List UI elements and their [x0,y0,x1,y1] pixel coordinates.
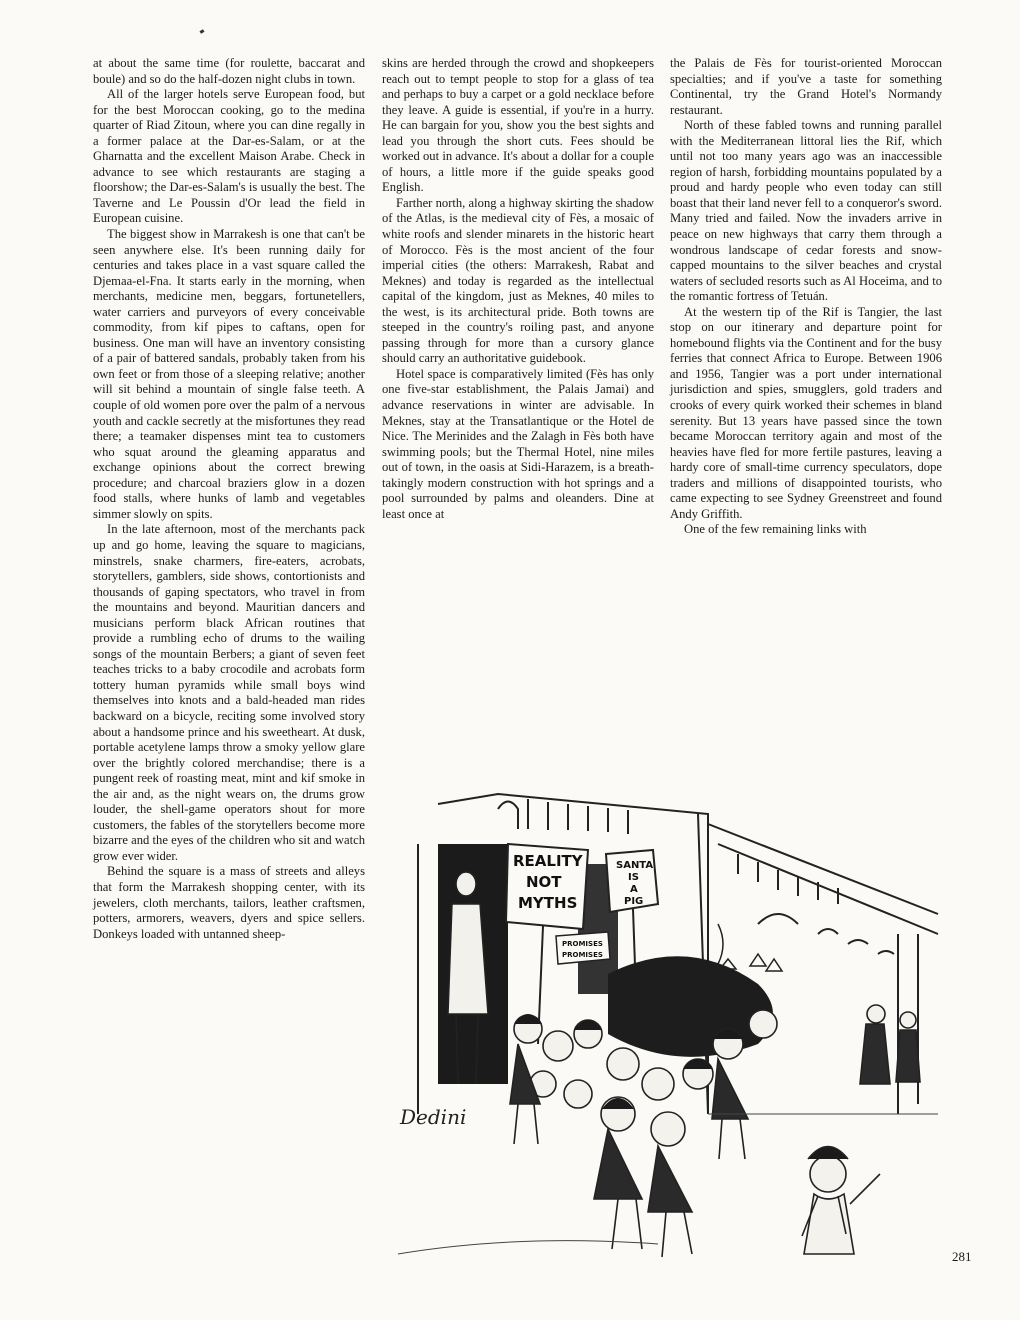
sign-santa-line1: SANTA [616,860,654,871]
paragraph: Hotel space is comparatively limited (Fès has only one five-star establishment, the Palais Jamai) and advance reservations in winter are advisable. In Meknes, stay at the Transatlantique or the Hotel de Nice. The Merinides and the Zalagh in Fès both have swimming pools; but the Thermal Hotel, nine miles out of town, in the oasis at Sidi-Harazem, is a breath-takingly modern construction with hot springs and a pool surrounded by palms and oleanders. Dine at least once at [382,366,654,521]
sign-santa-line3: A [630,884,638,895]
paragraph: the Palais de Fès for tourist-oriented Moroccan specialties; and if you've a taste for something Continental, try the Grand Hotel's Normandy restaurant. [670,56,942,117]
bystanders [860,1005,920,1084]
paragraph: skins are herded through the crowd and shopkeepers reach out to tempt people to stop for a glass of tea and perhaps to buy a carpet or a gold necklace before they leave. A guide is essential, if you're in a hurry. He can bargain for you, show you the best sights and lead you through the short cuts. Fees should be worked out in advance. It's about a dollar for a couple of hours, a little more if the guide speaks good English. [382,56,654,195]
sign-promises-line2: PROMISES [562,951,603,959]
paragraph: One of the few remaining links with [684,522,867,537]
sign-reality-line2: NOT [526,873,562,891]
artist-signature: Dedini [400,1105,467,1129]
page-number: 281 [952,1249,972,1264]
paragraph: Farther north, along a highway skirting the shadow of the Atlas, is the medieval city of Fès, a mosaic of white roofs and slender minarets in the historic heart of Morocco. Fès is the most ancient of the four imperial cities (the others: Marrakesh, Rabat and Meknes) and today is regarded as the intellectual capital of the kingdom, just as Meknes, 40 miles to the west, is its architectural pride. Both towns are steeped in the country's roiling past, and anyone passing through for more than a cursory glance should carry an authoritative guidebook. [382,195,654,366]
text-column-2 [382,56,654,522]
text-column-3 [670,56,942,538]
paragraph: At the western tip of the Rif is Tangier, the last stop on our itinerary and departure point for homebound flights via the Continent and for the busy ferries that connect Africa to Europe. Between 1906 and 1956, Tangier was a port under international jurisdiction and spies, smugglers, gold traders and crooks of every quirk worked their schemes in bland serenity. But 13 years have passed since the town became Moroccan territory again and most of the heavies have fled for more fertile pastures, leaving a hardy core of small-time currency speculators, dope traders and millions of disappointed tourists, who came expecting to see Sydney Greenstreet and found Andy Griffith. [670,304,942,521]
child-with-scarf [802,1147,880,1255]
santa-sack [608,956,773,1057]
sign-promises-line1: PROMISES [562,940,603,948]
paragraph: North of these fabled towns and running parallel with the Mediterranean littoral lies the Rif, which until not too many years ago was an inaccessible region of harsh, forbidding mountains populated by a proud and hardy people who even today can still boast that their land never fell to a conqueror's sword. Many tried and failed. Now the invaders arrive in peace on new highways that carry them through a wondrous landscape of cedar forests and snow-capped mountains to the silver beaches and crystal waters of secluded resorts such as Al Hoceima, and to the romantic fortress of Tetuán. [670,118,942,304]
protest-sign-promises [556,932,610,964]
sign-santa-line2: IS [628,872,639,883]
stray-mark [200,29,205,34]
sign-reality-line1: REALITY [513,852,583,870]
paragraph: All of the larger hotels serve European food, but for the best Moroccan cooking, go to the medina quarter of Riad Zitoun, where you can dine regally in a former palace at the Dar-es-Salam, or at the Gharnatta and the excellent Maison Arabe. Check in advance to see which restaurants are staging a floorshow; the Dar-es-Salam's is usually the best. The Taverne and Le Poussin d'Or lead the field in European cuisine. [93,87,365,226]
paragraph: In the late afternoon, most of the merchants pack up and go home, leaving the square to magicians, minstrels, snake charmers, fire-eaters, acrobats, storytellers, gamblers, side shows, contortionists and thousands of gaping spectators, who travel in from the mountains and beyond. Mauritian dancers and musicians perform black African routines that provide a rumbling echo of drums to the wailing songs of the mountain Berbers; a giant of seven feet teaches tricks to a baby crocodile and acrobats form tottery human pyramids while small boys wind themselves into knots and a bald-headed man rides backward on a bicycle, reciting some involved story about a handsome prince and his sweetheart. At dusk, portable acetylene lamps throw a smoky yellow glare over the brightly colored merchandise; there is a pungent reek of roasting meat, mint and kif smoke in the air and, as the night wears on, the drums grow louder, the shell-game operators shout for more customers, the fables of the storytellers become more bizarre and the eyes of the children who sit and watch grow ever wider. [93,522,365,863]
paragraph: Behind the square is a mass of streets and alleys that form the Marrakesh shopping center, with its jewelers, cloth merchants, tailors, leather craftsmen, potters, armorers, weavers, dyers and spice sellers. Donkeys loaded with untanned sheep- [93,864,365,941]
paragraph: The biggest show in Marrakesh is one that can't be seen anywhere else. It's been running daily for centuries and takes place in a vast square called the Djemaa-el-Fna. It starts early in the morning, when merchants, medicine men, beggars, fortunetellers, water carriers and purveyors of every conceivable commodity, from kif pipes to caftans, open for business. One man will have an inventory consisting of a pair of battered sandals, probably taken from his own feet or from those of a sleeping relative; another will sit behind a mountain of single false teeth. A couple of old women pore over the palm of a nervous youth and cackle secretly at the misfortunes they read there; a teamaker dispenses mint tea to customers who squat around the gleaming apparatus and exchange opinions about the correct brewing procedure; and charcoal braziers glow in a dozen food stalls, where hunks of lamb and vegetables simmer slowly on spits. [93,227,365,521]
sign-reality-line3: MYTHS [518,894,578,912]
text-column-1 [93,56,365,942]
cartoon-illustration [378,784,948,1294]
sign-santa-line4: PIG [624,896,644,907]
paragraph: at about the same time (for roulette, baccarat and boule) and so do the half-dozen night clubs in town. [93,56,365,86]
